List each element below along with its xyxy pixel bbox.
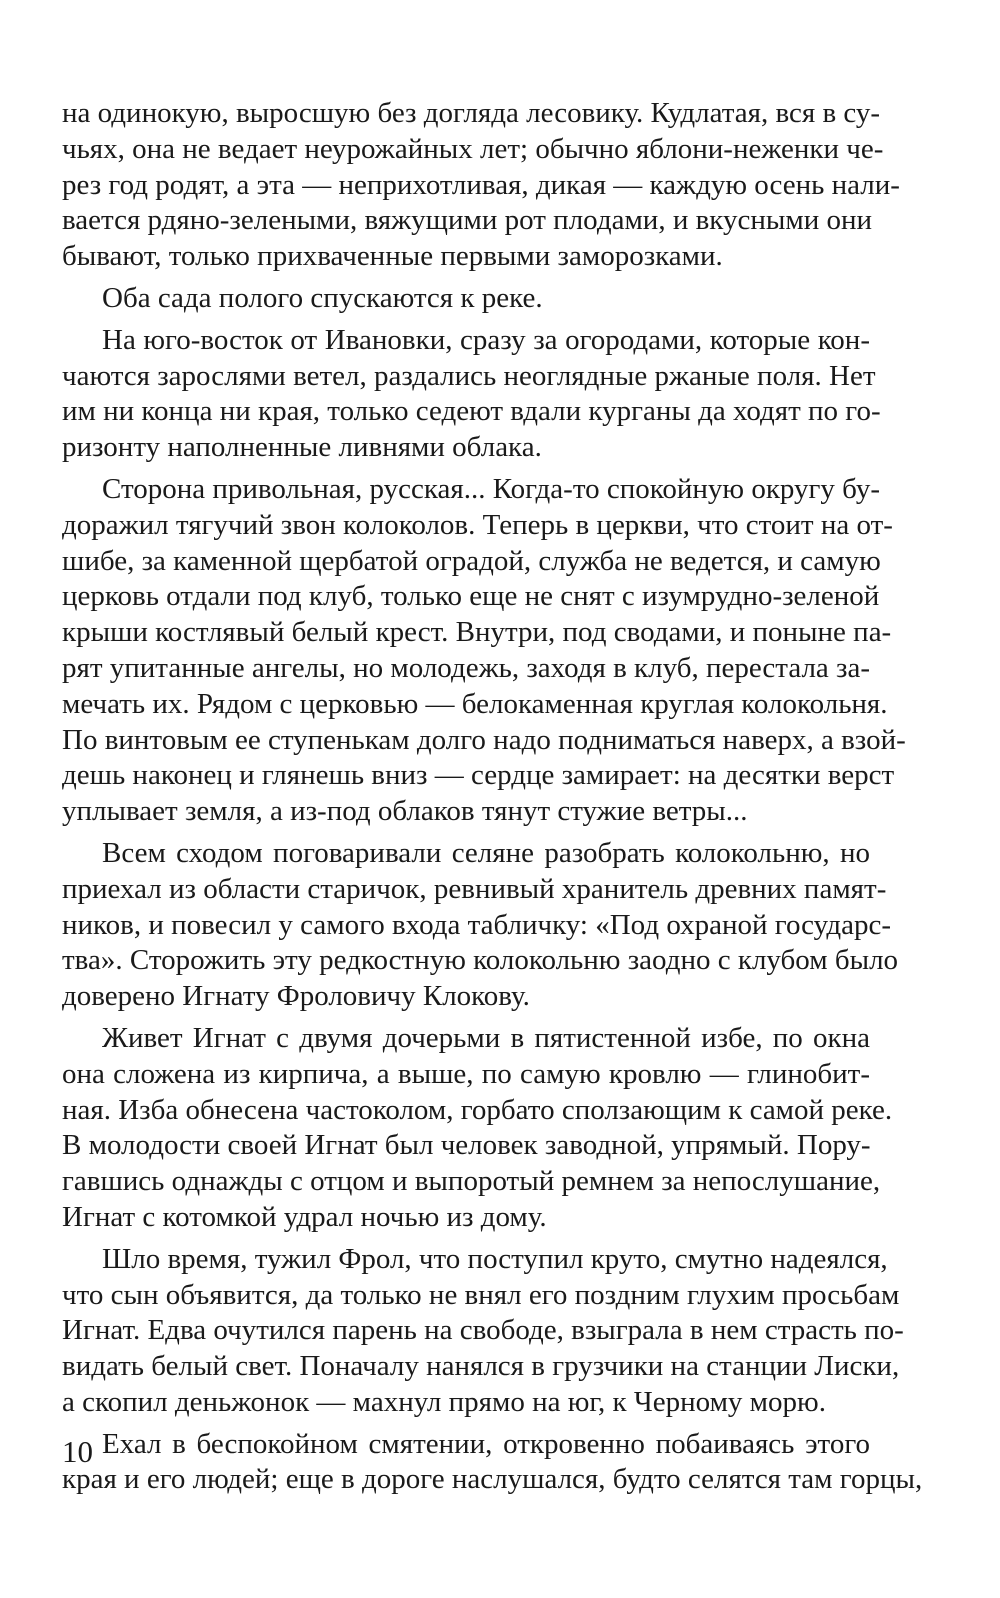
page-number: 10 xyxy=(62,1434,93,1469)
text-line: уплывает земля, а из-под облаков тянут стужие ветры... xyxy=(62,795,748,828)
text-line: По винтовым ее ступенькам долго надо подниматься наверх, а взой- xyxy=(62,723,906,756)
text-line: церковь отдали под клуб, только еще не снят с изумрудно-зеленой xyxy=(62,580,880,613)
text-line: что сын объявится, да только не внял его поздним глухим просьбам xyxy=(62,1278,900,1311)
page-body xyxy=(62,96,923,1498)
text-line: чаются зарослями ветел, раздались неоглядные ржаные поля. Нет xyxy=(62,359,876,392)
paragraph-8 xyxy=(62,1427,923,1499)
text-line: видать белый свет. Поначалу нанялся в грузчики на станции Лиски, xyxy=(62,1350,900,1383)
paragraph-5 xyxy=(62,836,899,1015)
text-line: вается рдяно-зелеными, вяжущими рот плодами, и вкусными они xyxy=(62,204,873,237)
paragraph-3 xyxy=(62,323,881,466)
text-line: дешь наконец и глянешь вниз — сердце замирает: на десятки верст xyxy=(62,759,895,792)
text-line: гавшись однажды с отцом и выпоротый ремнем за непослушание, xyxy=(62,1165,881,1198)
text-line: Оба сада полого спускаются к реке. xyxy=(102,281,543,314)
text-line: доверено Игнату Фроловичу Клокову. xyxy=(62,980,530,1013)
text-line: на одинокую, выросшую без догляда лесовику. Кудлатая, вся в су- xyxy=(62,97,881,129)
paragraph-7 xyxy=(62,1242,904,1421)
text-line: рез год родят, а эта — неприхотливая, дикая — каждую осень нали- xyxy=(62,168,900,201)
text-line: ризонту наполненные ливнями облака. xyxy=(62,431,542,464)
text-line: бывают, только прихваченные первыми заморозками. xyxy=(62,240,723,273)
text-line: мечать их. Рядом с церковью — белокаменная круглая колокольня. xyxy=(62,687,888,720)
text-line: приехал из области старичок, ревнивый хранитель древних памят- xyxy=(62,872,887,905)
text-line: Сторона привольная, русская... Когда-то спокойную округу бу- xyxy=(102,472,880,505)
text-line: им ни конца ни края, только седеют вдали курганы да ходят по го- xyxy=(62,395,881,428)
text-line: она сложена из кирпича, а выше, по самую кровлю — глинобит- xyxy=(62,1057,870,1090)
paragraph-1 xyxy=(62,96,900,275)
text-line: ная. Изба обнесена частоколом, горбато сползающим к самой реке. xyxy=(62,1093,893,1126)
text-line: а скопил деньжонок — махнул прямо на юг, к Черному морю. xyxy=(62,1385,826,1418)
text-line: Игнат с котомкой удрал ночью из дому. xyxy=(62,1200,547,1233)
text-line: В молодости своей Игнат был человек заводной, упрямый. Пору- xyxy=(62,1129,871,1162)
paragraph-4 xyxy=(62,472,906,830)
text-line: края и его людей; еще в дороге наслушался, будто селятся там горцы, xyxy=(62,1463,923,1496)
text-line: крыши костлявый белый крест. Внутри, под сводами, и поныне па- xyxy=(62,616,892,649)
text-line: Всем сходом поговаривали селяне разобрать колокольню, но xyxy=(102,836,870,869)
text-line: Ехал в беспокойном смятении, откровенно побаиваясь этого xyxy=(102,1427,870,1460)
text-line: Игнат. Едва очутился парень на свободе, взыграла в нем страсть по- xyxy=(62,1314,904,1347)
text-line: чьях, она не ведает неурожайных лет; обычно яблони-неженки че- xyxy=(62,132,884,165)
paragraph-6 xyxy=(62,1021,893,1236)
text-line: На юго-восток от Ивановки, сразу за огородами, которые кон- xyxy=(102,323,870,356)
text-line: рят упитанные ангелы, но молодежь, заходя в клуб, перестала за- xyxy=(62,651,871,684)
text-line: Живет Игнат с двумя дочерьми в пятистенной избе, по окна xyxy=(102,1021,870,1054)
text-line: шибе, за каменной щербатой оградой, служба не ведется, и самую xyxy=(62,544,881,577)
paragraph-2 xyxy=(62,281,870,317)
text-line: тва». Сторожить эту редкостную колокольню заодно с клубом было xyxy=(62,944,899,977)
text-line: ников, и повесил у самого входа табличку: «Под охраной государс- xyxy=(62,908,891,941)
text-line: Шло время, тужил Фрол, что поступил круто, смутно надеялся, xyxy=(102,1242,888,1275)
text-line: доражил тягучий звон колоколов. Теперь в церкви, что стоит на от- xyxy=(62,508,893,541)
